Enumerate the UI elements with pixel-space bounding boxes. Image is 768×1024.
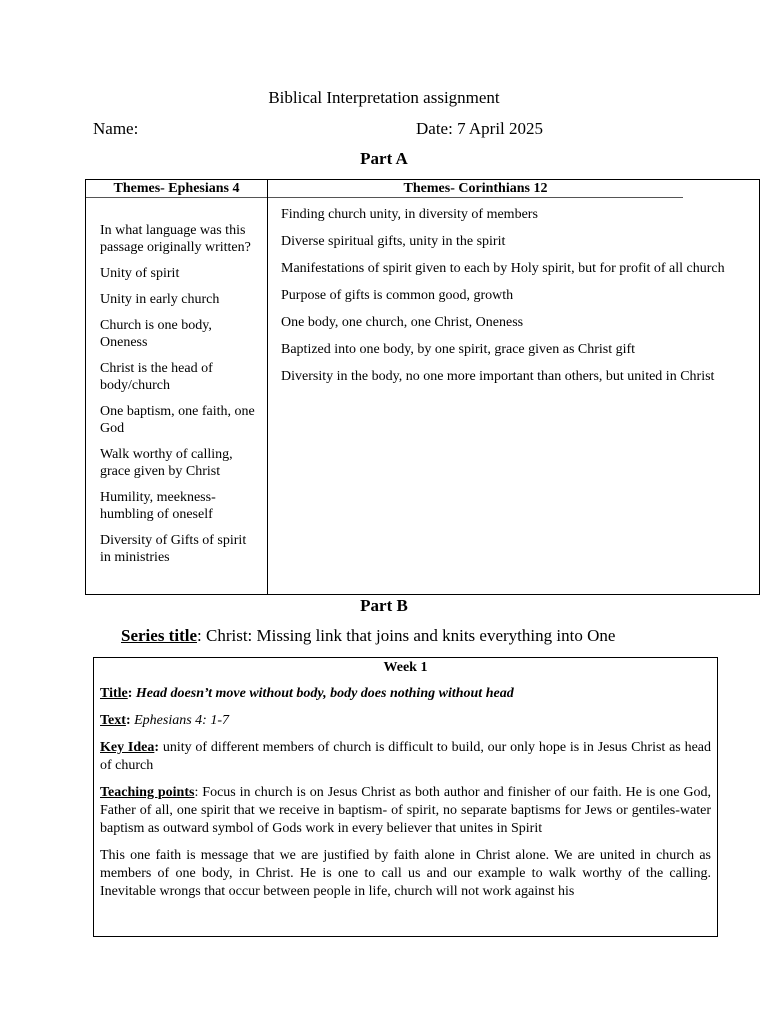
title-label: Title bbox=[100, 686, 128, 701]
series-title bbox=[121, 626, 615, 646]
theme-item: Purpose of gifts is common good, growth bbox=[281, 288, 514, 303]
theme-item: One baptism, one faith, one God bbox=[100, 404, 255, 436]
key-idea-value: unity of different members of church is difficult to build, our only hope is in Jesus Christ as head of church bbox=[100, 740, 711, 773]
column-divider bbox=[267, 180, 268, 594]
week-key-idea: Key Idea: unity of different members of church is difficult to build, our only hope is in Jesus Christ as head of church bbox=[100, 740, 711, 773]
themes-table bbox=[85, 179, 760, 595]
header-underline bbox=[86, 197, 267, 198]
ephesians-header: Themes- Ephesians 4 bbox=[113, 181, 240, 196]
theme-item: Diverse spiritual gifts, unity in the spirit bbox=[281, 234, 506, 249]
theme-item: Manifestations of spirit given to each by Holy spirit, but for profit of all church bbox=[281, 261, 725, 276]
theme-item: In what language was this passage originally written? bbox=[100, 223, 251, 255]
corinthians-header: Themes- Corinthians 12 bbox=[268, 180, 683, 198]
part-a-heading: Part A bbox=[360, 149, 408, 168]
key-idea-label: Key Idea bbox=[100, 740, 155, 755]
series-colon: : bbox=[197, 626, 202, 645]
theme-item: Christ is the head of body/church bbox=[100, 361, 213, 393]
title-value: Head doesn’t move without body, body does nothing without head bbox=[135, 686, 514, 701]
part-b-heading: Part B bbox=[360, 596, 408, 615]
theme-item: Church is one body, Oneness bbox=[100, 318, 212, 350]
theme-item: Diversity in the body, no one more important than others, but united in Christ bbox=[281, 369, 715, 384]
theme-item: One body, one church, one Christ, Oneness bbox=[281, 315, 524, 330]
theme-item: Unity in early church bbox=[100, 292, 220, 307]
week-paragraph: This one faith is message that we are justified by faith alone in Christ alone. We are united in church as members of one body, in Christ. He is one to call us and our example to walk worthy of the calling. Inevitable wrongs that occur between people in life, church will not work against his bbox=[100, 848, 711, 899]
theme-item: Unity of spirit bbox=[100, 266, 180, 281]
ephesians-themes bbox=[100, 222, 260, 575]
document-title: Biblical Interpretation assignment bbox=[268, 88, 500, 107]
theme-item: Finding church unity, in diversity of members bbox=[281, 207, 538, 222]
week-heading: Week 1 bbox=[383, 660, 428, 675]
name-label: Name: bbox=[93, 119, 139, 138]
text-value: Ephesians 4: 1-7 bbox=[134, 713, 229, 728]
week-text: Text: Ephesians 4: 1-7 bbox=[100, 713, 229, 728]
series-title-label: Series title bbox=[121, 626, 197, 645]
series-title-value: Christ: Missing link that joins and knits everything into One bbox=[201, 626, 616, 645]
week-teaching-points bbox=[100, 784, 711, 838]
week-title: Title: Head doesn’t move without body, body does nothing without head bbox=[100, 686, 514, 701]
text-label: Text bbox=[100, 713, 126, 728]
teaching-points-label: Teaching points bbox=[100, 785, 195, 800]
theme-item: Humility, meekness- humbling of oneself bbox=[100, 490, 216, 522]
theme-item: Baptized into one body, by one spirit, grace given as Christ gift bbox=[281, 342, 636, 357]
theme-item: Walk worthy of calling, grace given by Christ bbox=[100, 447, 233, 479]
teaching-points-value: : Focus in church is on Jesus Christ as both author and finisher of our faith. He is one God, Father of all, one spirit that we receive in baptism- of spirit, no separate baptisms for Jews or gentiles-water baptism as outward symbol of Gods work in every believer that unites in Spirit bbox=[100, 785, 711, 836]
date-label: Date: 7 April 2025 bbox=[416, 119, 544, 138]
corinthians-themes bbox=[281, 206, 741, 395]
theme-item: Diversity of Gifts of spirit in ministries bbox=[100, 533, 247, 565]
week-1-box bbox=[93, 657, 718, 937]
